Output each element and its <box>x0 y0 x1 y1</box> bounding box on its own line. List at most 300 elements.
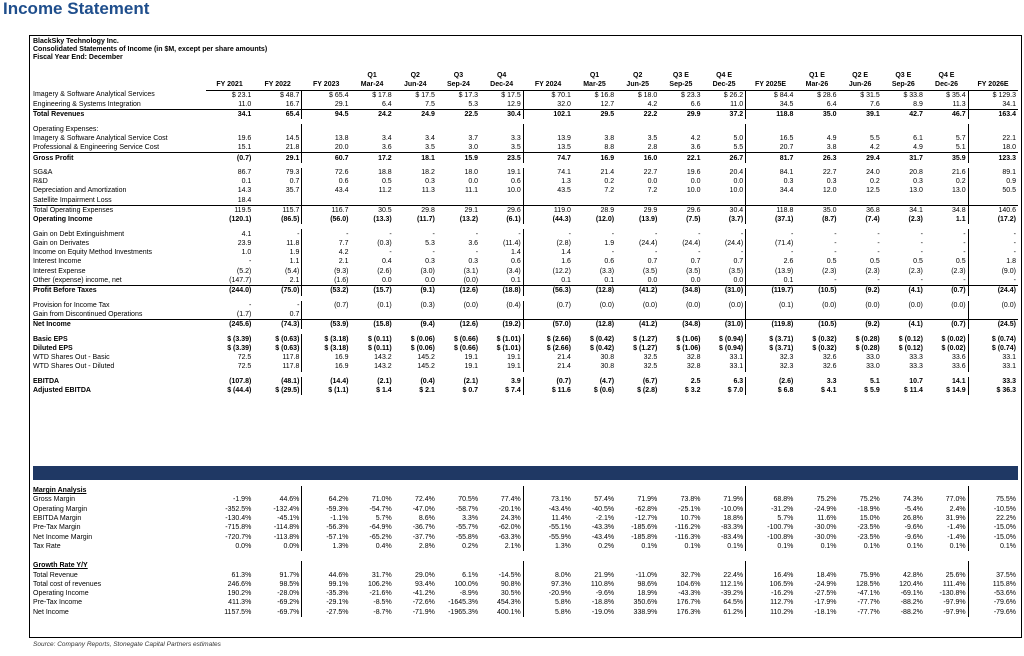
line-item-value: - <box>746 229 796 238</box>
line-item-value: (9.3) <box>302 267 351 276</box>
column-period-label: Dec-26 <box>925 80 968 90</box>
line-item-value: - <box>654 230 658 238</box>
line-item-value <box>523 196 573 206</box>
line-item-value: 1.9 <box>289 249 300 257</box>
line-item-label: Satellite Impairment Loss <box>33 196 112 204</box>
ratio-value: 90.8% <box>500 580 521 588</box>
ratio-value: -21.6% <box>369 590 392 598</box>
line-item-value <box>882 124 925 133</box>
line-item-value: 2.8 <box>647 144 658 152</box>
ratio-label: Pre-Tax Income <box>33 599 83 607</box>
line-item-value: 0.3 <box>913 178 923 186</box>
line-item-value: (0.0) <box>642 301 658 309</box>
line-item-value: 0.0 <box>733 178 744 186</box>
line-item-value: (0.0) <box>463 277 479 285</box>
line-item-value <box>968 310 1018 320</box>
line-item-value: (0.7) <box>523 377 573 386</box>
ratio-value: -69.1% <box>900 590 923 598</box>
line-item-row <box>33 177 1018 186</box>
line-item-value: - <box>834 277 837 285</box>
income-statement-table <box>33 71 1018 395</box>
column-period-label: FY 2023 <box>302 80 351 90</box>
line-item-value: 29.1 <box>253 153 302 163</box>
line-item-value: 6.6 <box>690 101 701 109</box>
ratio-value: -69.2% <box>277 599 300 607</box>
line-item-value: 33.0 <box>866 354 880 362</box>
line-item-value: (2.3) <box>908 216 923 224</box>
empty-cell <box>437 561 480 570</box>
ratio-value: -14.5% <box>498 571 521 579</box>
line-item-value: 31.7 <box>882 153 925 163</box>
line-item-value <box>206 124 254 133</box>
line-item-value: (5.2) <box>236 267 252 275</box>
ratio-value: 0.0% <box>235 542 252 550</box>
line-item-value: $ (1.1) <box>302 386 351 395</box>
line-item-value: 20.7 <box>746 143 796 153</box>
ratio-value: -352.5% <box>225 505 252 513</box>
ratio-value: 106.2% <box>367 580 392 588</box>
ratio-value: 0.1% <box>906 542 923 550</box>
line-item-value: 34.1 <box>1002 101 1016 109</box>
line-item-value: 3.9 <box>511 377 521 385</box>
ratio-value: -40.5% <box>591 505 615 513</box>
line-item-row <box>33 377 1018 386</box>
line-item-value <box>480 124 523 133</box>
line-item-value: 12.9 <box>507 101 521 109</box>
line-item-value: 7.6 <box>869 101 880 109</box>
page-title: Income Statement <box>3 0 150 18</box>
ratio-value: 400.1% <box>497 608 521 616</box>
ratio-value: 0.1% <box>925 542 968 551</box>
line-item-value <box>659 310 702 320</box>
line-item-value: 119.5 <box>206 205 254 215</box>
line-item-value: 11.2 <box>378 187 392 195</box>
line-item-value: (3.4) <box>506 267 521 275</box>
line-item-value: 0.1 <box>511 277 521 285</box>
empty-cell <box>882 561 925 570</box>
ratio-value: -43.4% <box>523 505 573 514</box>
ratio-value: -18.8% <box>591 599 615 607</box>
column-quarter-label <box>253 71 302 80</box>
line-item-value: (3.5) <box>728 267 744 275</box>
ratio-value: 5.8% <box>523 608 573 617</box>
ratio-value: 44.6% <box>302 570 351 579</box>
ratio-value: -15.0% <box>993 524 1016 532</box>
line-item-value: 24.9 <box>394 110 437 120</box>
column-quarter-label: Q4 E <box>938 72 955 80</box>
ratio-value: -24.9% <box>814 505 837 513</box>
ratio-value: -18.9% <box>857 505 880 513</box>
line-item-value <box>351 196 394 206</box>
line-item-label: Net Income <box>33 320 206 330</box>
ratio-value: 64.2% <box>302 495 351 504</box>
line-item-value: 10.0 <box>507 187 521 195</box>
line-item-row <box>33 153 1018 163</box>
line-item-value: 20.8 <box>909 168 923 176</box>
line-item-value: 3.6 <box>468 239 479 247</box>
line-item-value: (9.4) <box>394 320 437 330</box>
line-item-value: 145.2 <box>417 354 435 362</box>
line-item-value: 15.9 <box>437 153 480 163</box>
line-item-value: 79.3 <box>285 168 300 176</box>
line-item-value <box>795 124 838 133</box>
line-item-value <box>746 124 796 133</box>
line-item-value: - <box>611 249 615 257</box>
line-item-value: (24.5) <box>968 320 1018 330</box>
empty-cell <box>659 486 702 495</box>
line-item-value: 33.6 <box>925 362 968 371</box>
line-item-value: 0.7 <box>289 178 300 186</box>
ratio-value: -77.7% <box>857 608 880 616</box>
line-item-value: - <box>834 239 837 247</box>
line-item-value <box>437 124 480 133</box>
ratio-value: 8.6% <box>418 515 435 523</box>
line-item-value: 3.3 <box>511 134 521 142</box>
empty-cell <box>925 486 968 495</box>
line-item-value: (10.5) <box>795 320 838 330</box>
line-item-value: 23.9 <box>237 239 252 247</box>
line-item-value <box>573 196 616 206</box>
company-name: BlackSky Technology Inc. <box>33 38 119 45</box>
line-item-value: 143.2 <box>374 363 392 371</box>
ratio-label: Gross Margin <box>33 496 76 504</box>
line-item-value: 5.0 <box>733 134 744 142</box>
line-item-value: 24.0 <box>866 168 880 176</box>
ratio-value: -1645.3% <box>448 599 479 607</box>
ratio-value: -11.0% <box>635 571 658 579</box>
line-item-value: 2.1 <box>289 277 300 285</box>
line-item-value: $ 26.2 <box>723 91 744 99</box>
column-quarter-label: Q4 <box>496 72 507 80</box>
line-item-value: - <box>925 276 968 286</box>
line-item-value: 117.8 <box>282 354 300 362</box>
line-item-value: $ (0.42) <box>589 335 615 343</box>
line-item-value: $ (0.06) <box>410 344 435 352</box>
empty-cell <box>702 561 745 570</box>
line-item-label: Provision for Income Tax <box>33 301 110 309</box>
line-item-value: 30.4 <box>702 205 745 215</box>
ratio-value: -53.6% <box>993 590 1016 598</box>
line-item-value: - <box>925 239 968 248</box>
line-item-value: 26.7 <box>702 153 745 163</box>
line-item-value: $ 31.5 <box>860 91 880 99</box>
line-item-value: 117.8 <box>282 363 300 371</box>
ratio-value: 97.3% <box>523 580 573 589</box>
ratio-value: -113.8% <box>273 533 300 541</box>
ratio-value: -27.5% <box>814 590 837 598</box>
empty-cell <box>795 561 838 570</box>
ratio-value: -27.5% <box>302 608 351 617</box>
line-item-value: (119.8) <box>746 320 796 330</box>
line-item-value: 21.4 <box>523 353 573 362</box>
column-quarter-label <box>746 71 796 80</box>
empty-cell <box>573 486 616 495</box>
column-period-label: FY 2022 <box>253 80 302 90</box>
line-item-row <box>33 186 1018 195</box>
ratio-value: 70.5% <box>458 496 479 504</box>
line-item-value: 14.3 <box>237 187 252 195</box>
line-item-value: (75.0) <box>253 286 302 296</box>
column-period-label: Dec-25 <box>702 80 745 90</box>
line-item-value: (2.3) <box>865 267 880 275</box>
ratio-value: 71.0% <box>371 496 392 504</box>
line-item-value: (56.0) <box>302 215 351 224</box>
line-item-value: $ 23.1 <box>231 91 252 99</box>
column-quarter-label <box>968 71 1018 80</box>
line-item-value: 0.9 <box>1006 178 1016 186</box>
ratio-value: -17.9% <box>814 599 837 607</box>
empty-cell <box>616 486 659 495</box>
ratio-value: 112.1% <box>719 580 744 588</box>
line-item-value: (0.3) <box>420 301 435 309</box>
line-item-value: 32.8 <box>686 363 701 371</box>
line-item-value: 72.5 <box>237 363 252 371</box>
line-item-value: 10.0 <box>686 187 701 195</box>
line-item-value: 115.7 <box>253 205 302 215</box>
ratio-value: 61.3% <box>231 571 252 579</box>
line-item-value: 89.1 <box>1002 168 1016 176</box>
ratio-value: -43.3% <box>591 524 615 532</box>
column-period-label: Jun-25 <box>616 80 659 90</box>
line-item-value: 11.1 <box>464 187 479 195</box>
line-item-value: 65.4 <box>253 110 302 120</box>
ratio-value: 31.7% <box>371 571 392 579</box>
ratio-value: -55.7% <box>455 524 479 532</box>
empty-cell <box>523 486 573 495</box>
empty-cell <box>573 561 616 570</box>
line-item-value: 11.3 <box>421 187 435 195</box>
line-item-value: 33.0 <box>866 363 880 371</box>
section-title-row <box>33 561 1018 570</box>
line-item-value: 3.5 <box>647 134 658 142</box>
ratio-value: -16.2% <box>746 589 796 598</box>
ratio-value: -1965.3% <box>448 608 479 616</box>
line-item-value: 1.8 <box>1006 258 1016 266</box>
ratio-value: -55.9% <box>523 532 573 541</box>
ratio-value: -15.0% <box>993 533 1016 541</box>
line-item-value: $ (0.12) <box>898 335 923 343</box>
ratio-label: Net Income <box>33 608 69 616</box>
line-item-value: 18.0 <box>464 168 479 176</box>
line-item-label: EBITDA <box>33 377 60 385</box>
ratio-value: 75.2% <box>859 496 880 504</box>
header-spacer <box>33 80 206 90</box>
ratio-value: 10.7% <box>680 515 701 523</box>
line-item-value: (0.7) <box>302 301 351 310</box>
line-item-value: $ (3.71) <box>746 334 796 343</box>
line-item-value: (0.0) <box>728 301 744 309</box>
ratio-value: -23.5% <box>857 533 880 541</box>
empty-cell <box>839 486 882 495</box>
line-item-label: Operating Income <box>33 216 93 224</box>
ratio-label: Total Revenue <box>33 571 78 579</box>
line-item-value: (13.9) <box>746 267 796 276</box>
line-item-value: (244.0) <box>206 286 254 296</box>
line-item-value: 11.8 <box>286 239 300 247</box>
line-item-value: (41.2) <box>616 286 659 296</box>
ratio-value: 72.4% <box>415 496 435 504</box>
line-item-value: - <box>518 230 521 238</box>
line-item-value: 7.7 <box>302 239 351 248</box>
line-item-value: 5.1 <box>925 143 968 153</box>
line-item-value: 3.5 <box>511 144 521 152</box>
ratio-value: -69.7% <box>277 608 300 616</box>
line-item-row <box>33 168 1018 177</box>
empty-cell <box>702 486 745 495</box>
ratio-value: 75.5% <box>996 496 1016 504</box>
line-item-value: 74.7 <box>523 153 573 163</box>
ratio-value: 22.4% <box>723 571 744 579</box>
line-item-value: 13.5 <box>523 143 573 153</box>
ratio-value: 176.7% <box>676 599 701 607</box>
line-item-value: 0.1 <box>241 178 252 186</box>
ratio-value: 110.8% <box>590 580 615 588</box>
line-item-value: 0.0 <box>733 277 744 285</box>
line-item-value <box>351 310 394 320</box>
ratio-value: -72.6% <box>412 599 435 607</box>
line-item-value: 32.6 <box>822 363 837 371</box>
line-item-label: Total Operating Expenses <box>33 205 206 215</box>
line-item-value: 72.5 <box>237 354 252 362</box>
line-item-value: 30.8 <box>600 354 615 362</box>
ratio-value: 2.8% <box>418 542 435 550</box>
ratio-value: 454.3% <box>497 599 521 607</box>
ratio-value: -64.9% <box>369 524 392 532</box>
line-item-value: 16.9 <box>573 153 616 163</box>
empty-cell <box>659 561 702 570</box>
ratio-value: 71.9% <box>637 496 658 504</box>
line-item-value: - <box>920 239 923 247</box>
line-item-value: 18.0 <box>1002 144 1016 152</box>
line-item-value: 0.0 <box>425 277 435 285</box>
column-period-label: Sep-25 <box>659 80 702 90</box>
line-item-value: 22.1 <box>1002 134 1016 142</box>
ratio-value: -1.9% <box>233 496 252 504</box>
line-item-value: 8.9 <box>913 101 923 109</box>
line-item-value <box>795 196 838 206</box>
line-item-value: 32.5 <box>643 354 658 362</box>
line-item-value: - <box>698 230 701 238</box>
line-item-value: 33.1 <box>1002 363 1016 371</box>
line-item-value <box>839 196 882 206</box>
line-item-value: (0.0) <box>686 301 701 309</box>
line-item-value: $ (0.28) <box>855 344 880 352</box>
line-item-value: 0.3 <box>468 258 479 266</box>
line-item-value: 19.6 <box>237 134 252 142</box>
ratio-value: 104.6% <box>676 580 701 588</box>
line-item-value <box>702 124 745 133</box>
ratio-value: 99.1% <box>302 580 351 589</box>
ratio-value: 112.7% <box>746 598 796 607</box>
ratio-label: Operating Income <box>33 590 89 598</box>
ratio-value: -18.1% <box>814 608 837 616</box>
line-item-value: - <box>925 229 968 238</box>
line-item-value: 0.0 <box>468 178 479 186</box>
line-item-row <box>33 276 1018 286</box>
ratio-value: -1.4% <box>925 532 968 541</box>
line-item-value: (12.0) <box>595 216 615 224</box>
line-item-value: (10.5) <box>795 286 838 296</box>
ratio-value: 0.4% <box>375 542 392 550</box>
line-item-value: - <box>877 277 880 285</box>
line-item-value: 32.5 <box>643 363 658 371</box>
line-item-value: 19.1 <box>507 354 521 362</box>
ratio-value: 98.6% <box>637 580 658 588</box>
column-quarter-label: Q1 <box>589 72 600 80</box>
ratio-value: -31.2% <box>746 505 796 514</box>
empty-cell <box>253 561 302 570</box>
line-item-value: 0.1 <box>604 277 615 285</box>
line-item-value: 86.7 <box>237 168 252 176</box>
line-item-value: 3.7 <box>468 134 479 142</box>
line-item-value: (53.2) <box>302 286 351 296</box>
line-item-value <box>839 310 882 320</box>
ratio-value: -55.1% <box>523 523 573 532</box>
line-item-value: $ 11.4 <box>903 387 923 395</box>
line-item-value: (13.9) <box>639 216 658 224</box>
empty-cell <box>302 561 351 570</box>
column-quarter-label <box>523 71 573 80</box>
line-item-value: 16.7 <box>285 101 300 109</box>
source-note: Source: Company Reports, Stonegate Capital Partners estimates <box>33 641 221 648</box>
line-item-label: Profit Before Taxes <box>33 286 206 296</box>
line-item-value <box>437 196 480 206</box>
empty-cell <box>394 561 437 570</box>
line-item-row <box>33 320 1018 330</box>
line-item-value: $ (0.28) <box>855 335 880 343</box>
line-item-value: 0.4 <box>381 258 392 266</box>
line-item-value: 1.3 <box>523 177 573 186</box>
line-item-value: 6.1 <box>913 134 923 142</box>
line-item-value: $ (2.66) <box>523 334 573 343</box>
line-item-label: Professional & Engineering Service Cost <box>33 144 160 152</box>
line-item-value: 0.1 <box>746 276 796 286</box>
line-item-value: (7.4) <box>865 216 880 224</box>
line-item-value: (1.6) <box>302 276 351 286</box>
line-item-value: $ 36.3 <box>996 387 1016 395</box>
line-item-value: $ 28.6 <box>817 91 837 99</box>
empty-cell <box>968 486 1018 495</box>
ratio-value: -71.9% <box>412 608 435 616</box>
line-item-value: - <box>654 249 658 257</box>
line-item-value: 37.2 <box>702 110 745 120</box>
line-item-value: 0.5 <box>381 178 392 186</box>
ratio-value: -97.9% <box>925 608 968 617</box>
line-item-value: 14.5 <box>285 134 300 142</box>
line-item-value: 3.8 <box>604 134 615 142</box>
line-item-value: (37.1) <box>746 215 796 224</box>
line-item-value: 22.2 <box>616 110 659 120</box>
line-item-value: 5.5 <box>869 134 880 142</box>
line-item-label: Gain on Debt Extinguishment <box>33 230 125 238</box>
ratio-value: 18.8% <box>723 515 744 523</box>
line-item-value: 29.1 <box>302 100 351 110</box>
line-item-value: (0.0) <box>908 301 923 309</box>
line-item-value: 29.1 <box>437 205 480 215</box>
ratio-row <box>33 505 1018 514</box>
line-item-value: 0.7 <box>289 310 300 318</box>
line-item-value: 20.0 <box>302 143 351 153</box>
line-item-value: (0.1) <box>377 301 392 309</box>
line-item-value: 35.9 <box>925 153 968 163</box>
ratio-row <box>33 542 1018 551</box>
ratio-label: Operating Margin <box>33 505 88 513</box>
line-item-row <box>33 286 1018 296</box>
empty-cell <box>206 561 254 570</box>
ratio-value: -79.6% <box>993 608 1016 616</box>
line-item-value: 19.1 <box>464 354 479 362</box>
line-item-value <box>882 310 925 320</box>
